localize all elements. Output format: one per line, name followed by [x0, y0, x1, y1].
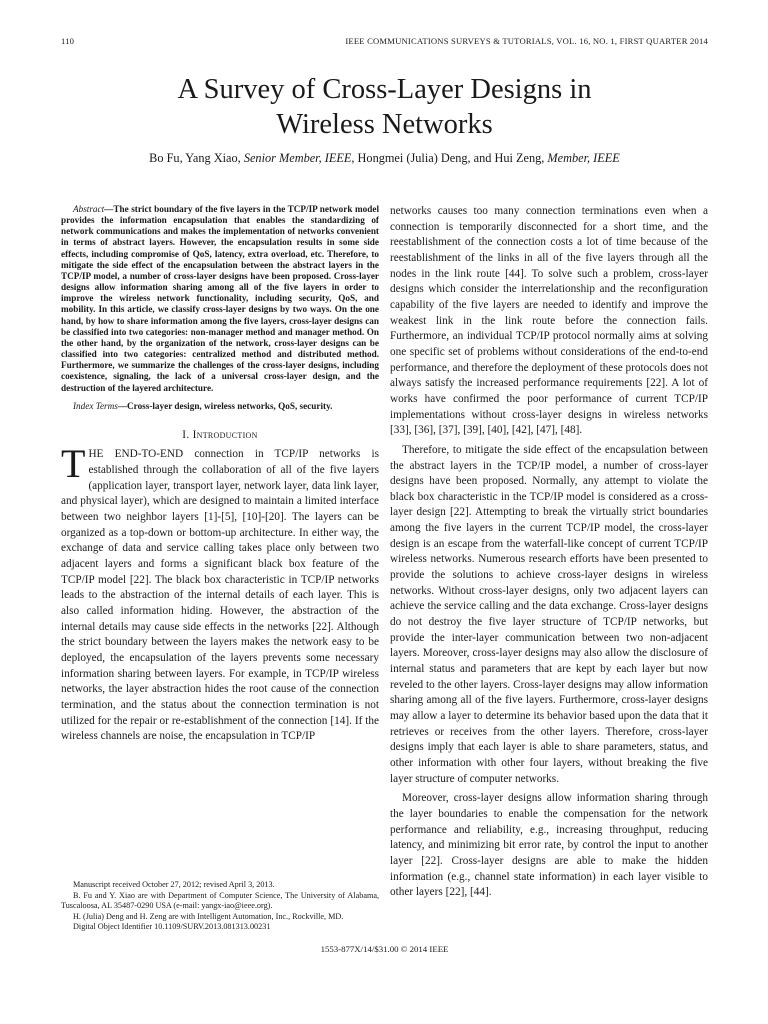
- journal-name: IEEE COMMUNICATIONS SURVEYS & TUTORIALS, VOL. 16, NO. 1, FIRST QUARTER 2014: [345, 36, 708, 46]
- left-column: [61, 204, 379, 745]
- section-name: Introduction: [192, 428, 258, 441]
- copyright-line: 1553-877X/14/$31.00 © 2014 IEEE: [320, 944, 449, 954]
- drop-cap: T: [61, 441, 86, 487]
- right-column: [390, 204, 708, 901]
- author-affiliation-2: Member, IEEE: [547, 151, 620, 165]
- author-affiliation-1: Senior Member, IEEE: [243, 151, 352, 165]
- section-numeral: I.: [182, 428, 190, 441]
- paper-title: [61, 72, 708, 142]
- index-terms: [61, 401, 379, 412]
- index-terms-label: Index Terms: [73, 400, 118, 411]
- index-terms-text: —Cross-layer design, wireless networks, QoS, security.: [117, 400, 333, 411]
- page-number: 110: [61, 36, 75, 46]
- title-line-1: A Survey of Cross-Layer Designs in: [177, 74, 592, 105]
- authors-part-2: , Hongmei (Julia) Deng, and Hui Zeng,: [351, 151, 545, 165]
- abstract: [61, 204, 379, 394]
- footnote-authors-2: H. (Julia) Deng and H. Zeng are with Intelligent Automation, Inc., Rockville, MD.: [73, 911, 344, 921]
- section-heading: [61, 428, 379, 444]
- intro-lead: HE END-TO-END: [88, 448, 184, 461]
- right-paragraph-2: Therefore, to mitigate the side effect of the encapsulation between the abstract layers in the TCP/IP model, a number of cross-layer designs have been proposed. Normally, any attempt to violate the black box characteristic in the TCP/IP model is considered as a cross-layer design [22]. Attempting to break the virtually strict boundaries among the five layers in the current TCP/IP model, the cross-layer design is an escape from the waterfall-like concept of current TCP/IP wireless networks. Numerous research efforts have been presented to provide the solutions to achieve cross-layer designs in wireless networks. Without cross-layer designs, only two adjacent layers can achieve the service calling and the data exchange. Cross-layer designs do not destroy the five layer structure of TCP/IP networks, but provide the inter-layer communication between two non-adjacent layers. Moreover, cross-layer designs may also allow the disclosure of internal status and parameters that are kept by each layer but now reveled to the other layers. Cross-layer designs may allow information sharing among all of the five layers. Furthermore, cross-layer designs may allow a layer to determine its behavior based upon the data that it retrieves or receives from the other layers. Therefore, cross-layer designs imply that each layer is able to share parameters, status, and other information with other four layers, without breaking the five layer structure of computer networks.: [390, 443, 708, 785]
- footnote-authors-1: B. Fu and Y. Xiao are with Department of Computer Science, The University of Alabama, Tuscaloosa, AL 35487-0290 USA (e-mail: yangx-iao@ieee.org).: [61, 890, 379, 911]
- author-list: [61, 151, 708, 166]
- right-paragraph-1: networks causes too many connection terminations even when a connection is temporarily disconnected for a short time, and the reestablishment of the connection costs a lot of time because of the reestablishment of the links in all of the five layers through all the nodes in the link route [44]. To solve such a problem, cross-layer designs which consider the interrelationship and the reconfiguration capability of the five layers are needed to identify and improve the weakest link in the link route before the connection fails. Furthermore, an individual TCP/IP protocol normally aims at solving one specific set of problems without considerations of the end-to-end performance, and therefore the deployment of these protocols does not always satisfy the increased performance requirements [22]. A lot of works have confirmed the poor performance of current TCP/IP implementations without cross-layer designs in wireless networks [33], [36], [37], [39], [40], [42], [47], [48].: [390, 205, 709, 437]
- abstract-label: Abstract: [73, 204, 105, 214]
- authors-part-1: Bo Fu, Yang Xiao,: [149, 151, 241, 165]
- intro-paragraph: [61, 441, 379, 744]
- footnote-doi: Digital Object Identifier 10.1109/SURV.2013.081313.00231: [73, 922, 271, 932]
- footnote-manuscript: Manuscript received October 27, 2012; revised April 3, 2013.: [73, 880, 275, 889]
- right-paragraph-3: Moreover, cross-layer designs allow information sharing through the layer boundaries to enable the compensation for the network performance and reliability, e.g., increasing throughput, reducing latency, and minimizing bit error rate, by control the input to another layer [22]. Cross-layer designs are able to make the hidden information (e.g., channel state information) in each layer visible to other layers [22], [44].: [390, 792, 708, 899]
- abstract-text: —The strict boundary of the five layers in the TCP/IP network model provides the information encapsulation that enables the standardizing of network communications and makes the implementation of networks convenient in terms of abstract layers. However, the encapsulation results in some side effects, including compromise of QoS, latency, extra overload, etc. Therefore, to mitigate the side effect of the encapsulation between the abstract layers in the TCP/IP model, a number of cross-layer designs have been proposed. Cross-layer designs allow information sharing among all of the five layers in order to improve the wireless network functionality, including security, QoS, and mobility. In this article, we classify cross-layer designs by two ways. On the one hand, by how to share information among the five layers, cross-layer designs can be classified into two categories: non-manager method and manager method. On the other hand, by the organization of the network, cross-layer designs can be classified into two categories: centralized method and distributed method. Furthermore, we summarize the challenges of the cross-layer designs, including coexistence, signaling, the lack of a universal cross-layer design, and the destruction of the layered architecture.: [61, 204, 379, 393]
- title-line-2: Wireless Networks: [276, 109, 493, 140]
- footnotes: [61, 880, 379, 933]
- running-head: [61, 36, 708, 50]
- intro-text: connection in TCP/IP networks is established through the collaboration of all of the five layers (application layer, transport layer, network layer, data link layer, and physical layer), which are designed to maintain a limited interface between two neighbor layers [1]-[5], [10]-[20]. The layers can be organized as a top-down or bottom-up architecture. In either way, the exchange of data and service calling takes place only between two adjacent layers and forms a significant black box feature of the TCP/IP model [22]. The black box characteristic in TCP/IP networks leads to the abstraction of the internal details of each layer. This is also called information hiding. However, the abstraction of the internal details may cause side effects in the networks [22]. Although the strict boundary between the layers makes the network easy to be deployed, the encapsulation of the layers prevents some necessary information sharing between layers. For example, in TCP/IP wireless networks, the layer abstraction hides the root cause of the connection termination, and the status about the connection termination is not utilized for the repair or re-establishment of the connection [14]. If the wireless channels are noise, the encapsulation in TCP/IP: [61, 448, 379, 743]
